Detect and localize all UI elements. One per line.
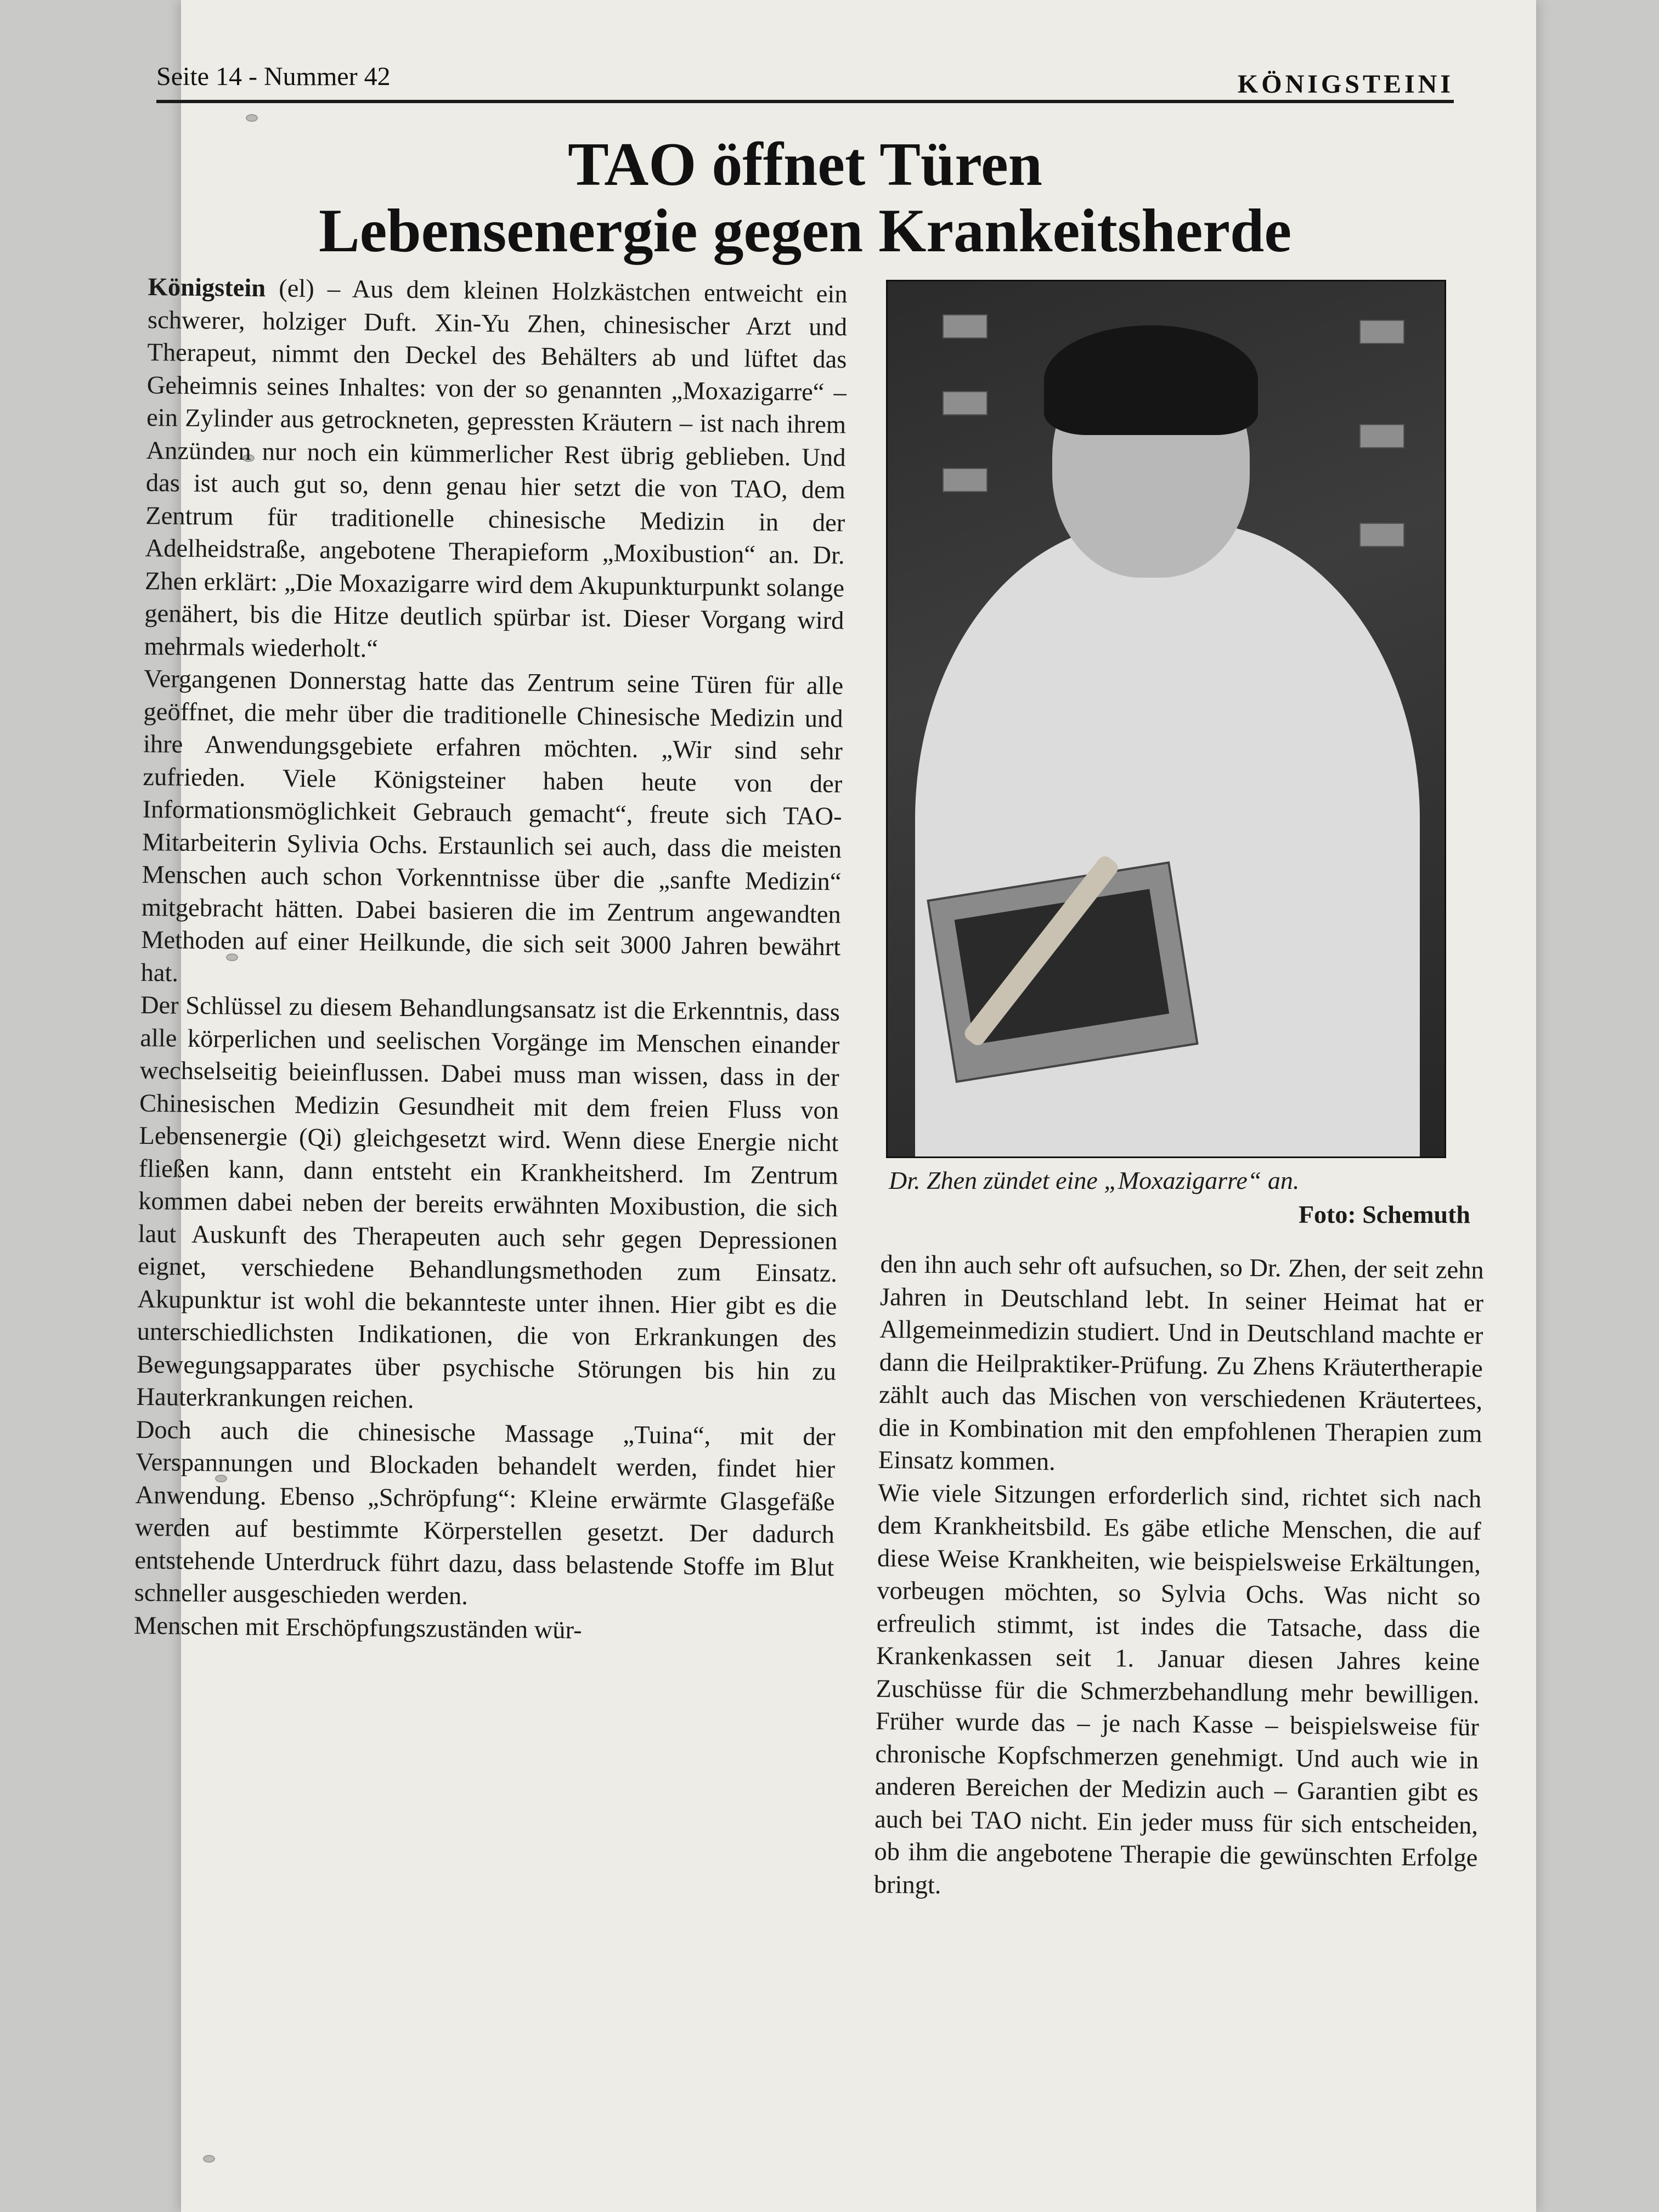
punch-hole: [246, 114, 258, 122]
article-paragraph: [144, 271, 848, 670]
headline: [156, 132, 1454, 264]
drawer: [1359, 523, 1404, 547]
article-paragraph: Der Schlüssel zu diesem Behandlungsansatz ist die Erkenntnis, dass alle körperlichen und seelischen Vorgänge im Menschen einander wechselseitig beieinflussen. Dabei muss man wissen, dass in der Chinesischen Medizin Gesundheit mit dem freien Fluss von Lebensenergie (Qi) gleichgesetzt wird. Wenn diese Energie nicht fließen kann, dann entsteht ein Krankheitsherd. Im Zentrum kommen dabei neben der bereits erwähnten Moxibustion, die sich laut Auskunft des Therapeuten auch sehr gegen Depressionen eignet, verschiedene Behandlungsmethoden zum Einsatz. Akupunktur ist wohl die bekannteste unter ihnen. Hier gibt es die unterschiedlichsten Indikationen, die von Erkrankungen des Bewegungsapparates über psychische Störungen bis hin zu Hauterkrankungen reichen.: [136, 991, 840, 1414]
article-paragraph: den ihn auch sehr oft aufsuchen, so Dr. Zhen, der seit zehn Jahren in Deutschland lebt. In seiner Heimat hat er Allgemeinmedizin studiert. Und in Deutschland machte er dann die Heilpraktiker-Prüfung. Zu Zhens Kräutertherapie zählt auch das Mischen von verschiedenen Kräutertees, die in Kombination mit den empfohlenen Therapien zum Einsatz kommen.: [878, 1250, 1484, 1476]
article-column-2: [874, 1248, 1484, 1907]
article-photo: [886, 280, 1446, 1158]
article-paragraph: Doch auch die chinesische Massage „Tuina“, mit der Verspannungen und Blockaden behandelt werden, findet hier Anwendung. Ebenso „Schröpfung“: Kleine erwärmte Glasgefäße werden auf bestimmte Körperstellen gesetzt. Der dadurch entstehende Unterdruck führt dazu, dass belastende Stoffe im Blut schneller ausgeschieden werden.: [134, 1415, 836, 1611]
headline-line-2: Lebensenergie gegen Krankeitsherde: [318, 196, 1292, 265]
article-column-1: [134, 271, 848, 1649]
issue-number: Seite 14 - Nummer 42: [156, 62, 391, 91]
drawer: [1359, 424, 1404, 448]
punch-hole: [203, 2155, 215, 2163]
page-header: [156, 61, 1454, 103]
photo-credit: Foto: Schemuth: [1298, 1200, 1470, 1228]
article-paragraph: Vergangenen Donnerstag hatte das Zentrum seine Türen für alle geöffnet, die mehr über die traditionelle Chinesische Medizin und ihre Anwendungsgebiete erfahren möchten. „Wir sind sehr zufrieden. Viele Königsteiner haben heute von der Informationsmöglichkeit Gebrauch gemacht“, freute sich TAO-Mitarbeiterin Sylivia Ochs. Erstaunlich sei auch, dass die meisten Menschen auch schon Vorkenntnisse über die „sanfte Medizin“ mitgebracht hätten. Dabei basieren die im Zentrum angewandten Methoden auf einer Heilkunde, die sich seit 3000 Jahren bewährt hat.: [140, 664, 844, 988]
headline-line-1: TAO öffnet Türen: [568, 131, 1042, 199]
drawer: [943, 391, 988, 415]
person-hair: [1044, 325, 1258, 435]
dateline: Königstein: [148, 273, 266, 303]
article-paragraph: Wie viele Sitzungen erforderlich sind, richtet sich nach dem Krankheitsbild. Es gäbe etliche Menschen, die auf diese Weise Krankheiten, wie beispielsweise Erkältungen, vorbeugen möchten, so Sylvia Ochs. Was nicht so erfreulich stimmt, ist indes die Tatsache, dass die Krankenkassen seit 1. Januar diesen Jahres keine Zuschüsse für die Schmerzbehandlung mehr bewilligen. Früher wurde das – je nach Kasse – beispielsweise für chronische Kopfschmerzen genehmigt. Und auch wie in anderen Bereichen der Medizin auch – Garantien gibt es auch bei TAO nicht. Ein jeder muss für sich entscheiden, ob ihm die angebotene Therapie die gewünschten Erfolge bringt.: [873, 1479, 1482, 1899]
paragraph-text: (el) – Aus dem kleinen Holzkästchen entweicht ein schwerer, holziger Duft. Xin-Yu Zhen, chinesischer Arzt und Therapeut, nimmt den Deckel des Behälters ab und lüftet das Geheimnis seines Inhaltes: von der so genannten „Moxazigarre“ – ein Zylinder aus getrockneten, gepressten Kräutern – ist nach ihrem Anzünden nur noch ein kümmerlicher Rest übrig geblieben. Und das ist auch gut so, denn genau hier setzt die von TAO, dem Zentrum für traditionelle chinesische Medizin in der Adelheidstraße, angebotene Therapieform „Moxibustion“ an. Dr. Zhen erklärt: „Die Moxazigarre wird dem Akupunkturpunkt solange genähert, bis die Hitze deutlich spürbar ist. Dieser Vorgang wird mehrmals wiederholt.“: [144, 274, 848, 663]
drawer: [1359, 320, 1404, 344]
article-paragraph: Menschen mit Erschöpfungszuständen wür-: [133, 1611, 582, 1644]
wooden-box: [927, 861, 1198, 1083]
photo-caption: Dr. Zhen zündet eine „Moxazigarre“ an.: [889, 1166, 1300, 1194]
newspaper-name: KÖNIGSTEINI: [1237, 70, 1454, 99]
drawer: [943, 468, 988, 492]
drawer: [943, 314, 988, 338]
